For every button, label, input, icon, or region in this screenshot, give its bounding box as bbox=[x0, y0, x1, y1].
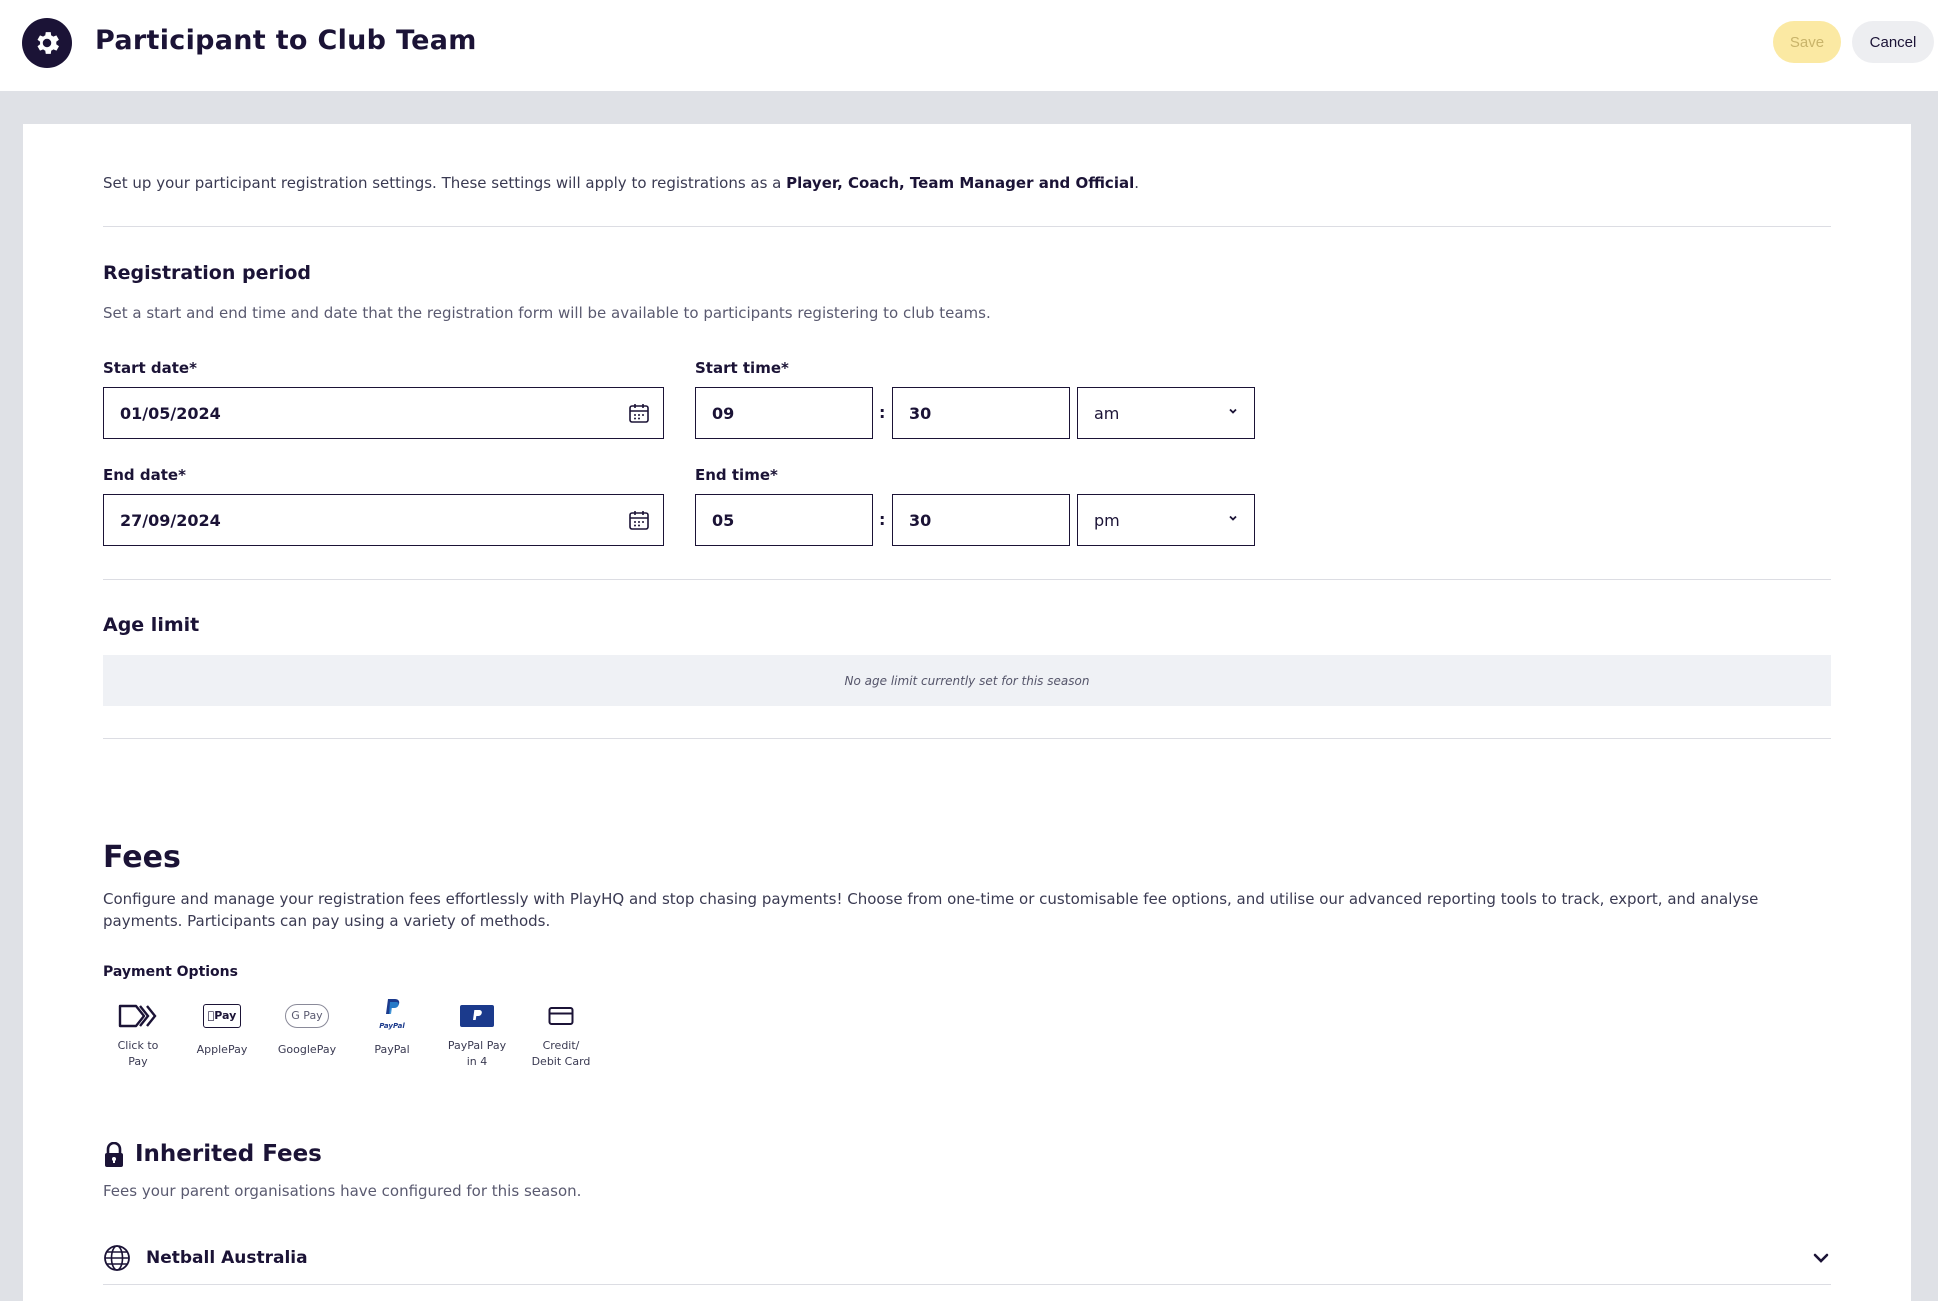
globe-icon bbox=[103, 1244, 131, 1272]
payment-option-apple-pay bbox=[185, 998, 259, 1058]
start-date-label: Start date* bbox=[103, 359, 197, 377]
google-pay-logo-text: G Pay bbox=[291, 1009, 323, 1022]
org-row-netball-australia[interactable] bbox=[103, 1244, 1831, 1284]
payment-option-label: Debit Card bbox=[531, 1055, 591, 1068]
payment-option-label: Click to bbox=[117, 1039, 159, 1052]
start-date-value: 01/05/2024 bbox=[120, 403, 221, 423]
chevron-down-icon bbox=[1226, 404, 1240, 418]
paypal-icon bbox=[383, 998, 401, 1018]
click-to-pay-icon bbox=[117, 1003, 159, 1029]
divider bbox=[103, 226, 1831, 227]
payment-option-label: in 4 bbox=[466, 1055, 488, 1068]
end-time-label: End time* bbox=[695, 466, 778, 484]
paypal-logo-text: PayPal bbox=[379, 1022, 405, 1030]
apple-pay-logo-text: Pay bbox=[210, 1009, 234, 1022]
payment-option-label: GooglePay bbox=[277, 1043, 337, 1056]
paypal-pay-in-4-icon bbox=[460, 1005, 494, 1027]
top-bar bbox=[0, 0, 1938, 91]
end-hour-input[interactable] bbox=[695, 494, 873, 546]
start-hour-input[interactable] bbox=[695, 387, 873, 439]
divider bbox=[103, 738, 1831, 739]
intro-text bbox=[103, 174, 1139, 192]
lock-icon bbox=[103, 1142, 125, 1168]
apple-pay-icon bbox=[203, 1004, 241, 1028]
intro-roles: Player, Coach, Team Manager and Official bbox=[786, 174, 1135, 192]
age-limit-empty-state bbox=[103, 655, 1831, 706]
end-period-select[interactable] bbox=[1077, 494, 1255, 546]
payment-option-paypal-pay-in-4 bbox=[440, 998, 514, 1070]
google-pay-icon bbox=[285, 1004, 329, 1028]
payment-option-credit-card bbox=[524, 998, 598, 1070]
org-name: Netball Australia bbox=[146, 1248, 308, 1268]
intro-end: . bbox=[1134, 174, 1140, 192]
fees-description: Configure and manage your registration fees effortlessly with PlayHQ and stop chasing payments! Choose from one-time or customisable fee options, and utilise our advanced reporting tools to track, export, and analyse payments. Participants can pay using a variety of methods. bbox=[103, 890, 1759, 930]
divider bbox=[103, 1284, 1831, 1285]
inherited-fees-description: Fees your parent organisations have configured for this season. bbox=[103, 1182, 582, 1200]
time-separator: : bbox=[879, 510, 886, 529]
chevron-down-icon[interactable] bbox=[1811, 1250, 1831, 1266]
payment-option-label: PayPal bbox=[374, 1043, 410, 1056]
registration-period-description: Set a start and end time and date that the registration form will be available to participants registering to club teams. bbox=[103, 304, 991, 322]
time-separator: : bbox=[879, 403, 886, 422]
registration-period-title: Registration period bbox=[103, 262, 312, 284]
start-time-label: Start time* bbox=[695, 359, 789, 377]
fees-title: Fees bbox=[103, 840, 181, 875]
chevron-down-icon bbox=[1226, 511, 1240, 525]
payment-option-label: Credit/ bbox=[542, 1039, 580, 1052]
start-period-value: am bbox=[1094, 403, 1120, 423]
end-period-value: pm bbox=[1094, 510, 1120, 530]
payment-options-label: Payment Options bbox=[103, 964, 238, 980]
end-minute-value: 30 bbox=[909, 510, 932, 530]
cancel-button[interactable]: Cancel bbox=[1852, 21, 1934, 63]
end-date-input[interactable] bbox=[103, 494, 664, 546]
intro-text-body: Set up your participant registration settings. These settings will apply to registrations as a bbox=[103, 174, 787, 192]
end-date-value: 27/09/2024 bbox=[120, 510, 221, 530]
payment-option-paypal bbox=[355, 998, 429, 1058]
save-button[interactable]: Save bbox=[1773, 21, 1841, 63]
age-limit-title: Age limit bbox=[103, 614, 200, 636]
settings-gear-icon bbox=[22, 18, 72, 68]
inherited-fees-title: Inherited Fees bbox=[135, 1141, 322, 1167]
payment-option-google-pay bbox=[270, 998, 344, 1058]
start-hour-value: 09 bbox=[712, 403, 735, 423]
start-period-select[interactable] bbox=[1077, 387, 1255, 439]
start-date-input[interactable] bbox=[103, 387, 664, 439]
end-hour-value: 05 bbox=[712, 510, 735, 530]
calendar-icon[interactable] bbox=[627, 401, 651, 425]
payment-option-label: PayPal Pay bbox=[447, 1039, 507, 1052]
payment-option-click-to-pay bbox=[101, 998, 175, 1070]
page-title: Participant to Club Team bbox=[95, 25, 477, 56]
age-limit-empty-text: No age limit currently set for this season bbox=[844, 673, 1090, 688]
divider bbox=[103, 579, 1831, 580]
start-minute-value: 30 bbox=[909, 403, 932, 423]
credit-card-icon bbox=[548, 1006, 574, 1026]
end-minute-input[interactable] bbox=[892, 494, 1070, 546]
end-date-label: End date* bbox=[103, 466, 186, 484]
start-minute-input[interactable] bbox=[892, 387, 1070, 439]
settings-card bbox=[23, 124, 1911, 1301]
payment-option-label: ApplePay bbox=[196, 1043, 248, 1056]
payment-option-label: Pay bbox=[128, 1055, 148, 1068]
calendar-icon[interactable] bbox=[627, 508, 651, 532]
